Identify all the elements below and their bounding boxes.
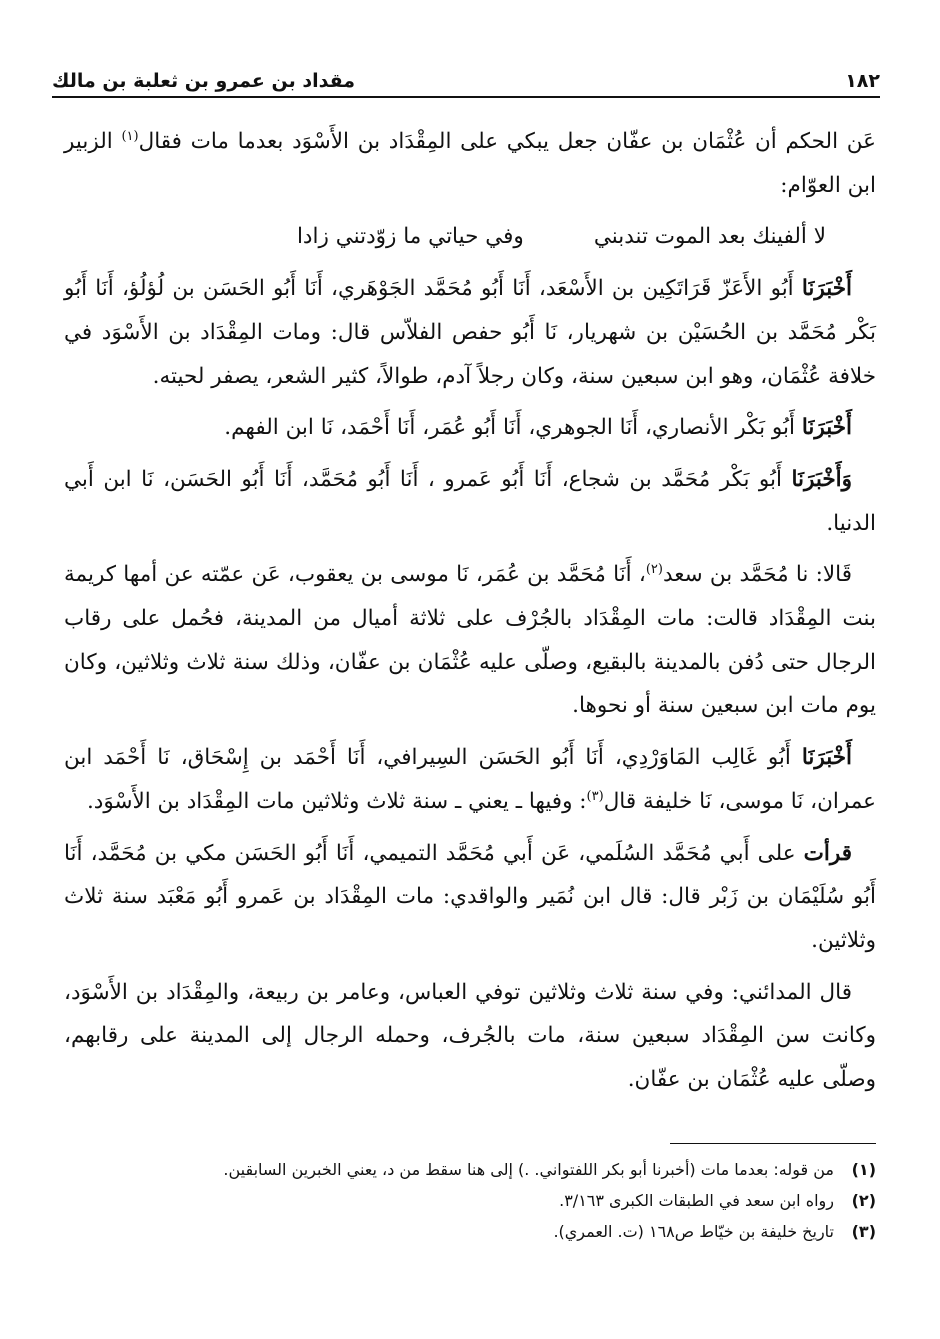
footnote-ref-2: (٢) [645, 562, 663, 578]
paragraph-text: أَبُو الأَعَزّ قَرَاتَكِين بن الأَسْعَد، أَنَا أَبُو مُحَمَّد الجَوْهَري، أَنَا أَبُو الحَسَن بن لُؤلُؤ، أَنَا أَبُو بَكْر مُحَمَّد بن الحُسَيْن بن شهريار، نَا أَبُو حفص الفلاّس قال: ومات المِقْدَاد بن الأَسْوَد في خلافة عُثْمَان، وهو ابن سبعين سنة، وكان رجلاً آدم، طوالاً، كثير الشعر، يصفر لحيته. [64, 276, 876, 389]
paragraph-text: الزبير ابن العوّام: [64, 129, 876, 198]
footnote-ref-3: (٣) [586, 788, 604, 804]
running-title: مقداد بن عمرو بن ثعلبة بن مالك [52, 70, 356, 92]
header-rule [52, 96, 880, 98]
paragraph-2 [64, 267, 876, 398]
page-number: ١٨٢ [845, 70, 880, 92]
lead-word: قرأت [803, 840, 852, 866]
paragraph-text: على أَبي مُحَمَّد السُلَمي، عَن أَبي مُحَمَّد التميمي، أَنَا أَبُو الحَسَن مكي بن مُحَمَّد، أَنَا أَبُو سُلَيْمَان بن زَبْر قال: قال ابن نُمَير والواقدي: مات المِقْدَاد بن عَمرو أَبُو مَعْبَد سنة ثلاث وثلاثين. [64, 840, 876, 953]
paragraph-text: أَبُو بَكْر الأنصاري، أَنَا الجوهري، أَنَا أَبُو عُمَر، أَنَا أَحْمَد، نَا ابن الفهم. [224, 415, 802, 441]
poetry-verse [64, 215, 876, 259]
lead-word: أَخْبَرَنَا [801, 745, 852, 771]
paragraph-text: قال المدائني: وفي سنة ثلاث وثلاثين توفي العباس، وعامر بن ربيعة، والمِقْدَاد بن الأَسْوَد، وكانت سن المِقْدَاد سبعين سنة، مات بالجُرف، وحمله الرجال إلى المدينة على رقابهم، وصلّى عليه عُثْمَان بن عفّان. [64, 979, 876, 1093]
paragraph-5 [64, 553, 876, 728]
footnote-ref-1: (١) [121, 128, 139, 144]
paragraph-8 [64, 971, 876, 1102]
verse-hemistich-2: وفي حياتي ما زوّدتني زادا [296, 224, 524, 250]
footnote-number: (٣) [851, 1222, 876, 1241]
paragraph-7 [64, 832, 876, 963]
paragraph-text: أَبُو غَالِب المَاوَرْدِي، أَنَا أَبُو الحَسَن السِيرافي، أَنَا أَحْمَد بن إِسْحَاق، نَا أَحْمَد ابن عمران، نَا موسى، نَا خليفة قال [64, 745, 876, 814]
footnote-1 [64, 1154, 876, 1185]
paragraph-3 [64, 406, 876, 450]
page-header [52, 58, 880, 92]
footnotes [64, 1154, 876, 1247]
paragraph-4 [64, 458, 876, 545]
verse-hemistich-1: لا ألفينك بعد الموت تندبني [593, 224, 826, 250]
lead-word: وَأَخْبَرَنَا [791, 466, 852, 492]
footnote-text: من قوله: بعدما مات (أخبرنا أبو بكر اللفتواني. .) إلى هنا سقط من د، يعني الخبرين السابقين. [223, 1160, 834, 1179]
paragraph-text: أَبُو بَكْر مُحَمَّد بن شجاع، أَنَا أَبُو عَمرو ، أَنَا أَبُو مُحَمَّد، أَنَا أَبُو الحَسَن، نَا ابن أَبي الدنيا. [64, 466, 876, 536]
footnote-number: (٢) [851, 1191, 876, 1210]
paragraph-text: : وفيها ـ يعني ـ سنة ثلاث وثلاثين مات المِقْدَاد بن الأَسْوَد. [86, 788, 587, 814]
lead-word: أَخْبَرَنَا [801, 415, 852, 441]
footnote-number: (١) [851, 1160, 876, 1179]
footnote-3 [64, 1216, 876, 1247]
footnote-text: تاريخ خليفة بن خيّاط ص١٦٨ (ت. العمري). [553, 1222, 834, 1241]
paragraph-text: قَالا: نا مُحَمَّد بن سعد [662, 562, 852, 588]
paragraph-1 [64, 120, 876, 207]
lead-word: أَخْبَرَنَا [801, 276, 852, 302]
footnote-2 [64, 1185, 876, 1216]
paragraph-text: عَن الحكم أن عُثْمَان بن عفّان جعل يبكي على المِقْدَاد بن الأَسْوَد بعدما مات فقال [138, 129, 876, 154]
footnote-text: رواه ابن سعد في الطبقات الكبرى ٣/١٦٣. [559, 1191, 834, 1210]
footnote-rule [670, 1143, 876, 1144]
paragraph-6 [64, 736, 876, 823]
paragraph-text: ، أَنَا مُحَمَّد بن عُمَر، نَا موسى بن يعقوب، عَن عمّته عن أمها كريمة بنت المِقْدَاد قالت: مات المِقْدَاد بالجُرْف على ثلاثة أميال من المدينة، فحُمل على رقاب الرجال حتى دُفن بالمدينة بالبقيع، وصلّى عليه عُثْمَان بن عفّان، وذلك سنة ثلاث وثلاثين، وكان يوم مات ابن سبعين سنة أو نحوها. [64, 562, 876, 719]
main-text [64, 120, 876, 1102]
